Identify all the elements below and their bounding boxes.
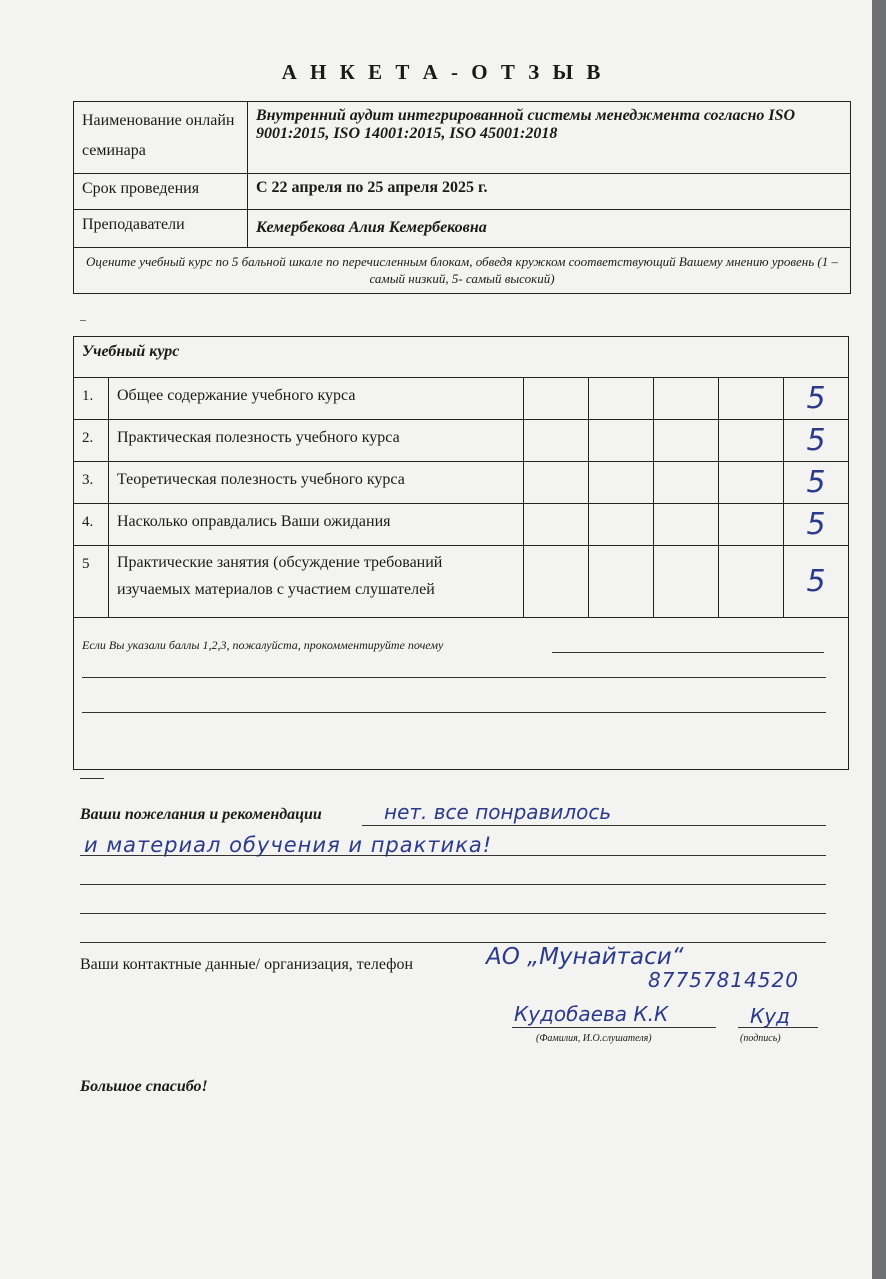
table-row: 4. Насколько оправдались Ваши ожидания 5 — [74, 504, 849, 546]
table-row: 2. Практическая полезность учебного курса 5 — [74, 420, 849, 462]
dash-mark: _ — [80, 308, 86, 322]
grade-value: 5 — [806, 465, 826, 500]
table-row: 1. Общее содержание учебного курса 5 — [74, 378, 849, 420]
wishes-line — [362, 825, 826, 826]
signature-line — [738, 1027, 818, 1028]
wishes-line — [80, 942, 826, 943]
signature-caption: (подпись) — [740, 1033, 781, 1044]
course-table — [73, 336, 849, 770]
contact-label: Ваши контактные данные/ организация, телефон — [80, 956, 414, 973]
listener-name-handwriting: Кудобаева К.К — [514, 1002, 669, 1026]
comment-line — [82, 677, 826, 678]
name-line — [512, 1027, 716, 1028]
grade-value: 5 — [806, 564, 826, 599]
info-table — [73, 101, 851, 294]
teacher-label: Преподаватели — [82, 216, 185, 233]
grade-value: 5 — [806, 423, 826, 458]
name-label: Наименование онлайн семинара — [82, 112, 235, 159]
grade-value: 5 — [806, 507, 826, 542]
signature-handwriting: Куд — [750, 1004, 790, 1028]
wishes-line — [80, 855, 826, 856]
wishes-handwriting-2: и материал обучения и практика! — [84, 833, 493, 857]
dash-mark — [80, 778, 104, 779]
name-caption: (Фамилия, И.О.слушателя) — [536, 1033, 652, 1044]
period-value: С 22 апреля по 25 апреля 2025 г. — [256, 179, 488, 196]
comment-line — [552, 652, 824, 653]
wishes-label: Ваши пожелания и рекомендации — [80, 806, 322, 823]
name-value: Внутренний аудит интегрированной системы менеджмента согласно ISO 9001:2015, ISO 14001:2015, ISO 45001:2018 — [256, 107, 796, 142]
page-title: А Н К Е Т А - О Т З Ы В — [281, 60, 605, 84]
teacher-value: Кемербекова Алия Кемербековна — [256, 219, 487, 236]
comment-line — [82, 712, 826, 713]
course-header: Учебный курс — [74, 337, 849, 378]
table-row: 5 Практические занятия (обсуждение требований изучаемых материалов с участием слушателей 5 — [74, 546, 849, 618]
grade-value: 5 — [806, 381, 826, 416]
wishes-handwriting-1: нет. все понравилось — [384, 800, 612, 824]
contact-phone-handwriting: 87757814520 — [648, 968, 799, 992]
wishes-line — [80, 913, 826, 914]
rating-instruction: Оцените учебный курс по 5 бальной шкале по перечисленным блокам, обведя кружком соответствующий Вашему мнению уровень (1 – самый низкий, 5- самый высокий) — [85, 254, 839, 286]
contact-org-handwriting: АО „Мунайтаси“ — [486, 944, 684, 970]
comment-prompt: Если Вы указали баллы 1,2,3, пожалуйста, прокомментируйте почему — [82, 638, 444, 652]
period-label: Срок проведения — [82, 180, 200, 197]
table-row: 3. Теоретическая полезность учебного курса 5 — [74, 462, 849, 504]
wishes-line — [80, 884, 826, 885]
thanks-text: Большое спасибо! — [80, 1078, 208, 1095]
